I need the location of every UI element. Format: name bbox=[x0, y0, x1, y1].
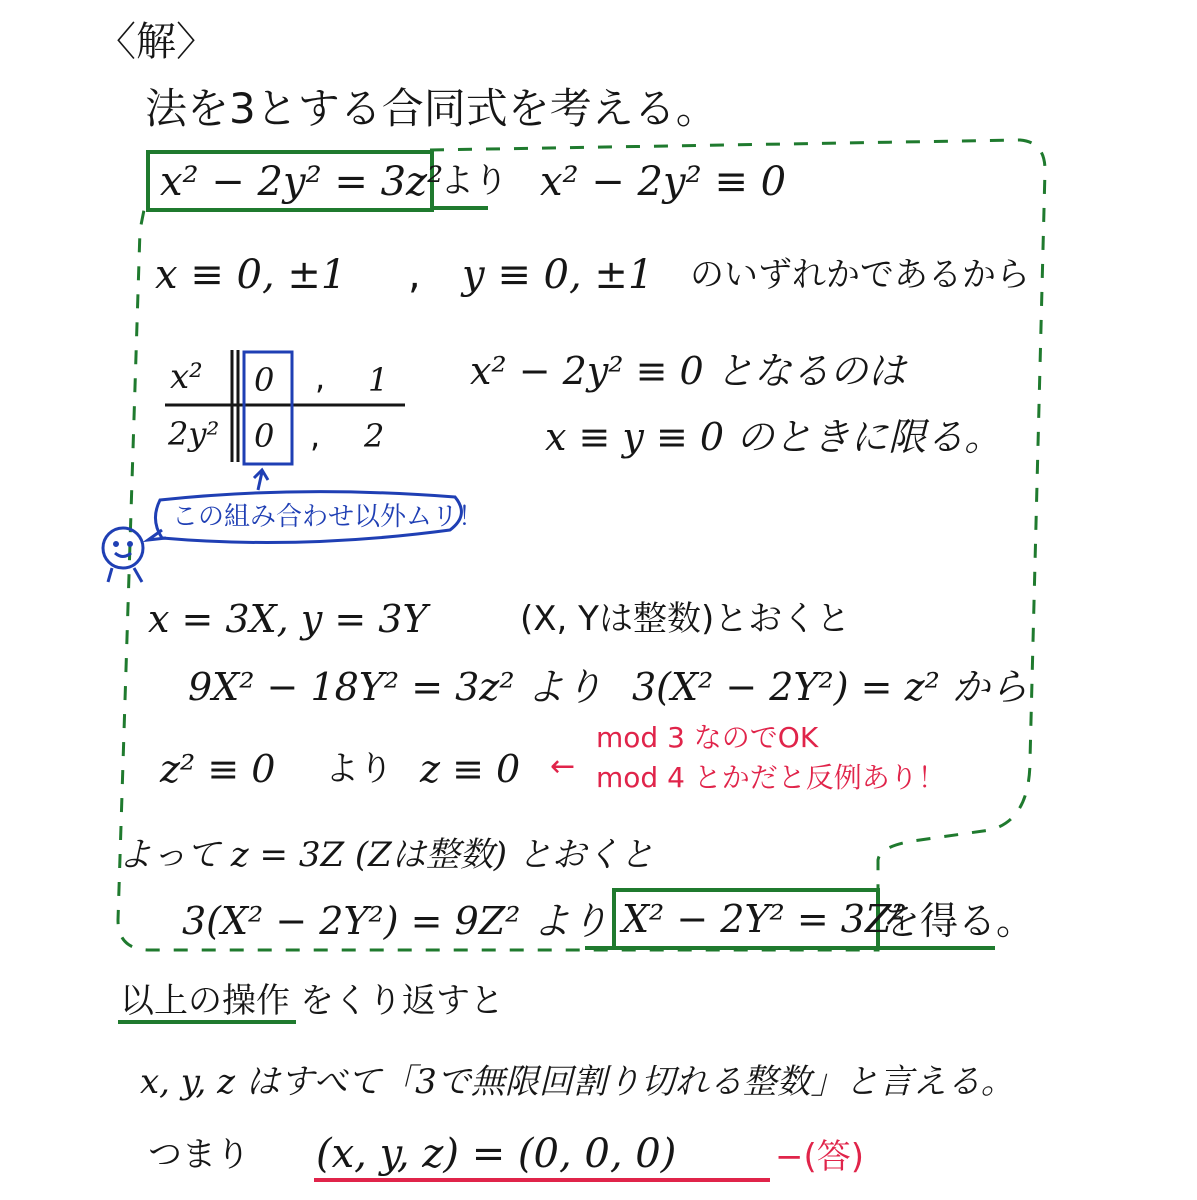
table-row2-val0: 0 bbox=[254, 417, 275, 455]
table-row1-comma: , bbox=[315, 359, 326, 397]
table-row2-label: 2y² bbox=[168, 415, 220, 453]
table-row2-comma: , bbox=[310, 417, 321, 455]
substitution-paren: (X, Yは整数)とおくと bbox=[520, 599, 851, 639]
step4-eq: 3(X² − 2Y²) = 9Z² より bbox=[182, 899, 609, 943]
substitution: x = 3X, y = 3Y bbox=[148, 597, 428, 641]
boxed-equation: x² − 2y² = 3z² bbox=[160, 159, 444, 205]
eq1: 9X² − 18Y² = 3z² より bbox=[188, 665, 603, 709]
boxed-result: X² − 2Y² = 3Z² bbox=[622, 897, 907, 941]
result1-line2: x ≡ y ≡ 0 のときに限る。 bbox=[545, 415, 1003, 459]
x-values: x ≡ 0, ±1 bbox=[155, 252, 347, 298]
step4-tail: を得る。 bbox=[882, 899, 1035, 943]
eq3-connector: より bbox=[325, 749, 393, 789]
answer-tag: −(答) bbox=[775, 1137, 865, 1177]
bubble-note: この組み合わせ以外ムリ！ bbox=[172, 502, 485, 532]
conclusion-line: x, y, z はすべて「3で無限回割り切れる整数」と言える。 bbox=[140, 1062, 1015, 1102]
repeat-underlined: 以上の操作 bbox=[120, 981, 290, 1021]
congruence-1: x² − 2y² ≡ 0 bbox=[540, 159, 787, 205]
heading: 〈解〉 bbox=[96, 19, 216, 65]
red-note-line1: mod 3 なのでOK bbox=[596, 721, 819, 754]
repeat-rest: をくり返すと bbox=[300, 981, 504, 1021]
final-answer: (x, y, z) = (0, 0, 0) bbox=[316, 1131, 677, 1177]
table-row1-label: x² bbox=[170, 357, 203, 397]
table-row1-val1: 1 bbox=[368, 361, 389, 399]
table-row2-val1: 2 bbox=[364, 417, 385, 455]
either-text: のいずれかであるから bbox=[690, 255, 1030, 295]
y-values: y ≡ 0, ±1 bbox=[462, 252, 654, 298]
intro-line: 法を3とする合同式を考える。 bbox=[145, 84, 718, 133]
eq3-result: z ≡ 0 bbox=[420, 747, 521, 791]
separator-comma: , bbox=[408, 252, 421, 298]
red-arrow: ← bbox=[550, 749, 576, 784]
conclusion-prefix: つまり bbox=[148, 1135, 250, 1175]
table-row1-val0: 0 bbox=[254, 361, 275, 399]
connector-yori-1: より bbox=[440, 161, 508, 201]
smiley-figure bbox=[103, 528, 143, 582]
result1-line1: x² − 2y² ≡ 0 となるのは bbox=[470, 349, 906, 393]
eq3: z² ≡ 0 bbox=[160, 747, 276, 791]
eq2: 3(X² − 2Y²) = z² から bbox=[632, 665, 1028, 709]
red-note-line2: mod 4 とかだと反例あり！ bbox=[596, 761, 946, 794]
step4-line: よって z = 3Z (Zは整数) とおくと bbox=[118, 835, 654, 875]
